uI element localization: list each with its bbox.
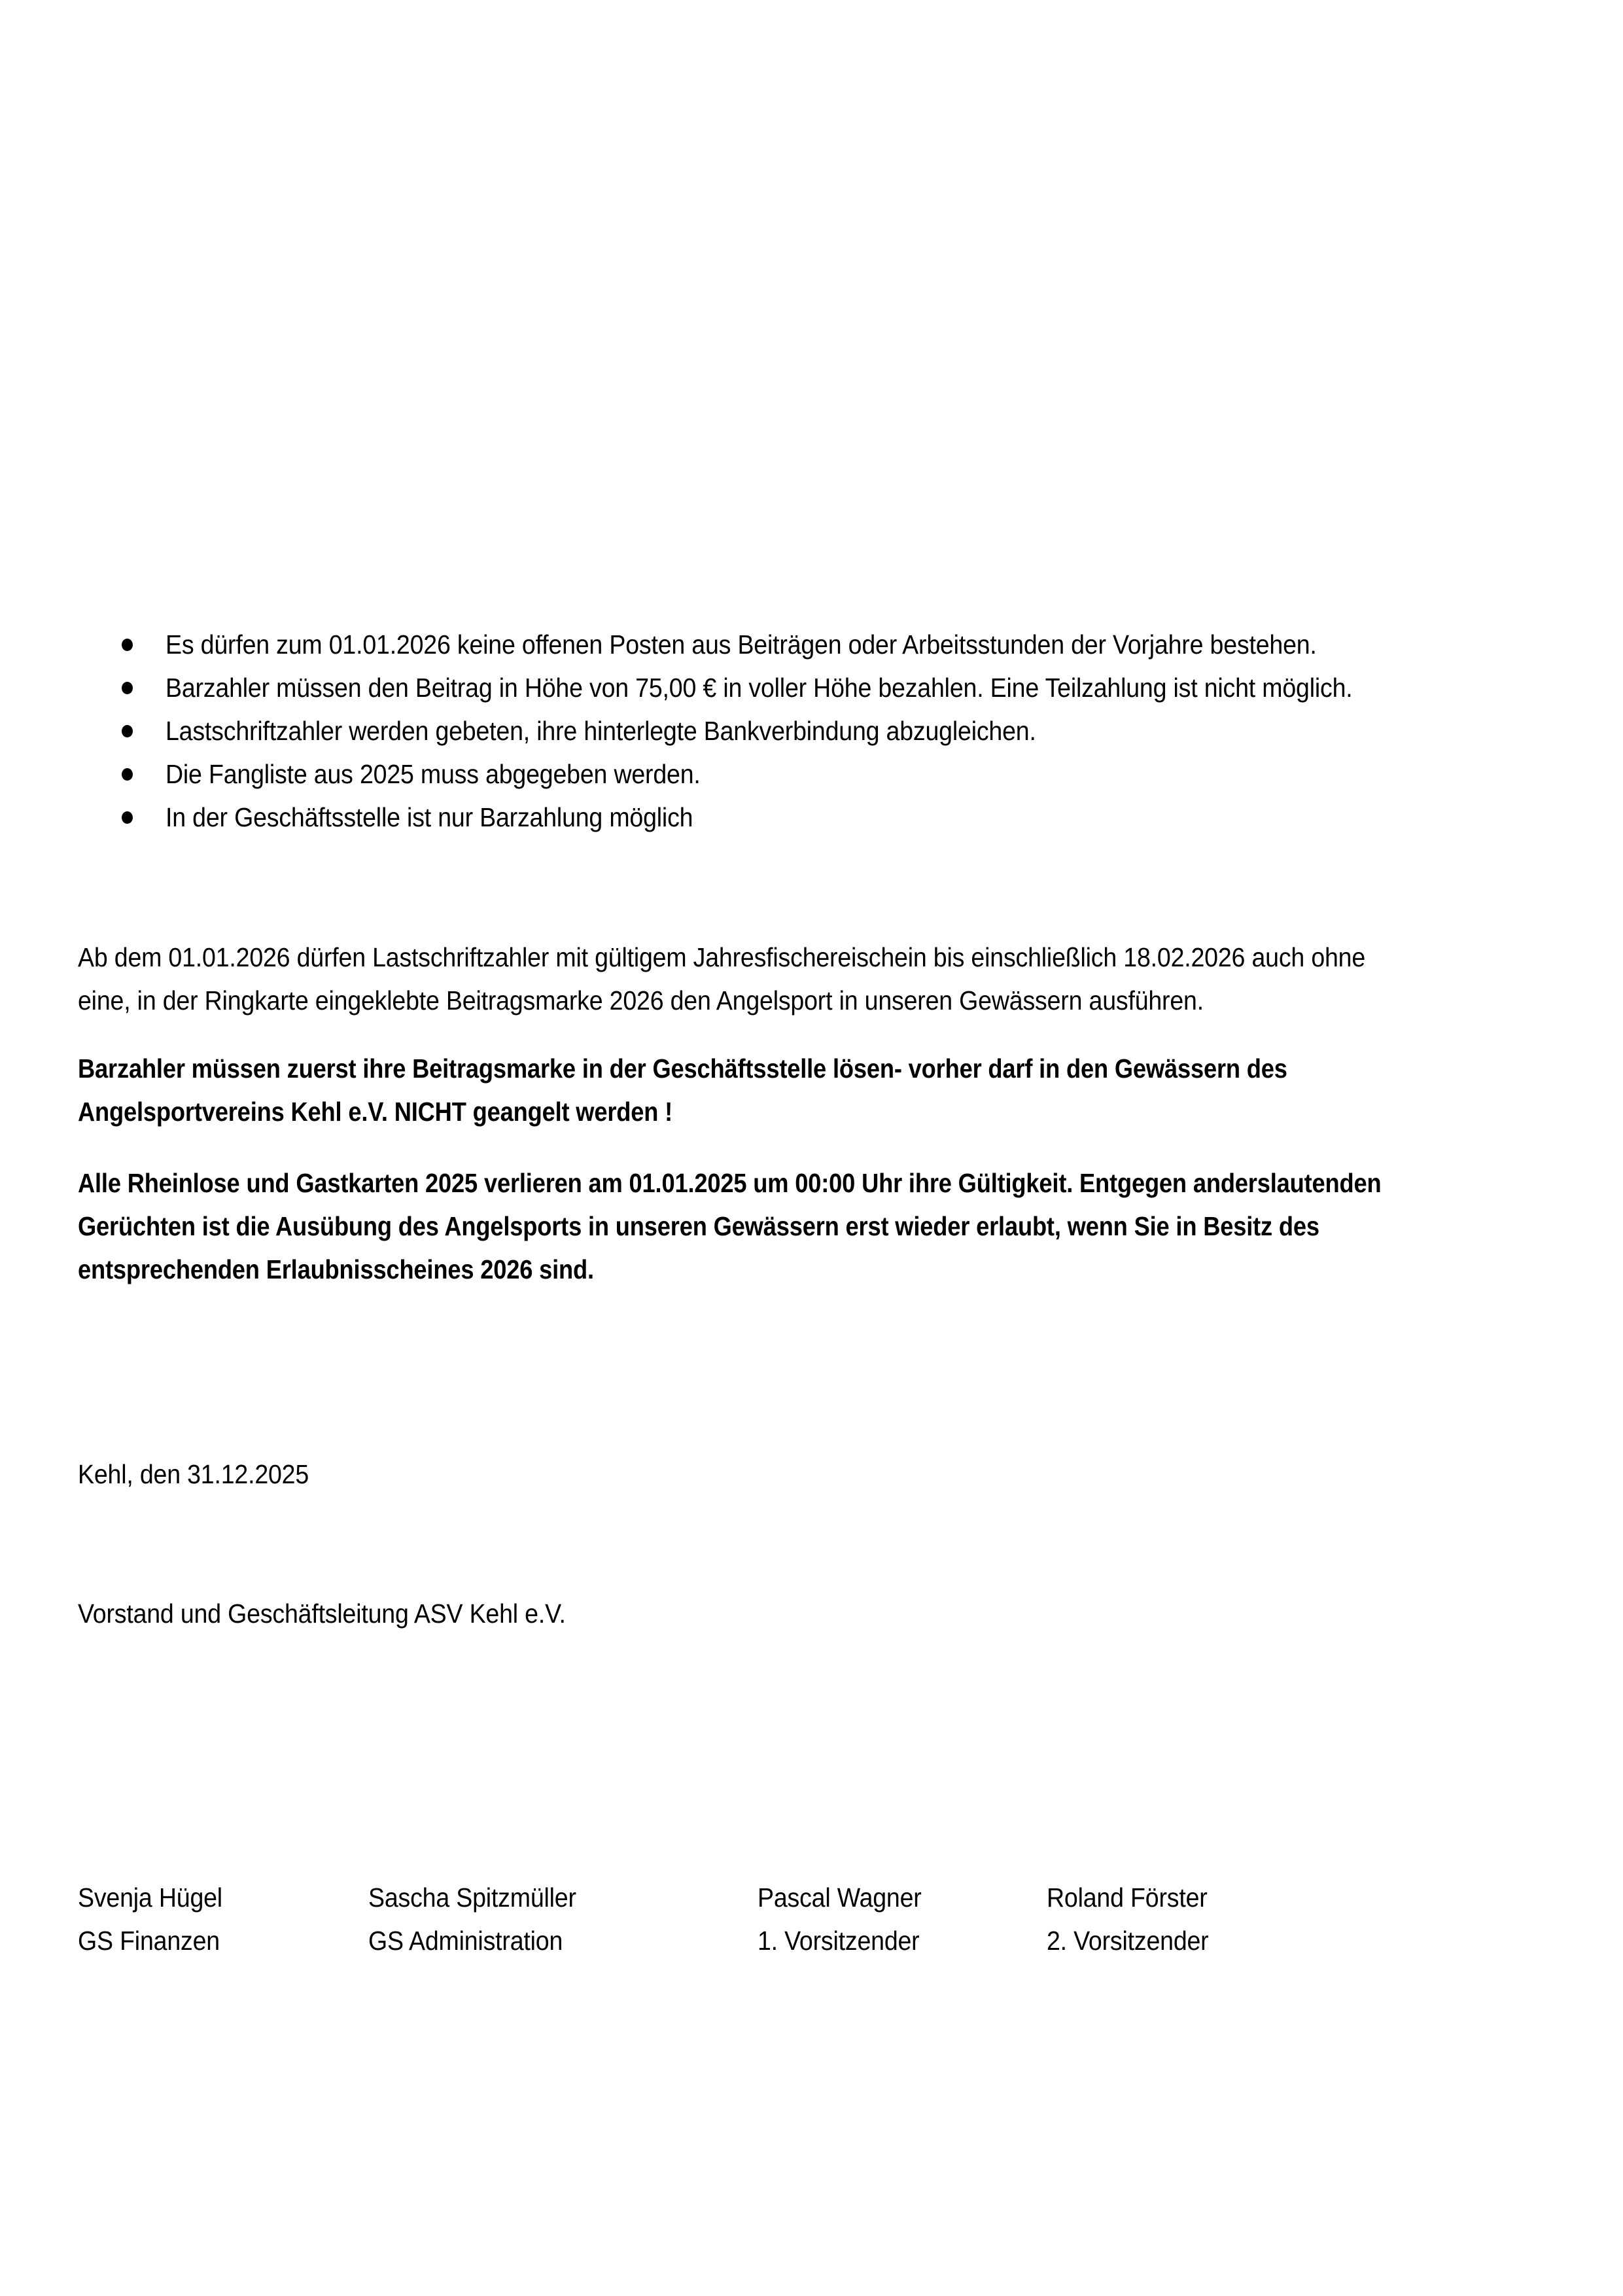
requirement-text: Lastschriftzahler werden gebeten, ihre hinterlegte Bankverbindung abzugleichen.: [166, 716, 1036, 746]
sender-line: Vorstand und Geschäftsleitung ASV Kehl e.V.: [78, 1598, 566, 1629]
signatory-name: Svenja Hügel: [78, 1882, 222, 1913]
requirement-text: Es dürfen zum 01.01.2026 keine offenen Posten aus Beiträgen oder Arbeitsstunden der Vorjahre bestehen.: [166, 629, 1317, 660]
bullet-icon: [122, 725, 133, 737]
place-date: Kehl, den 31.12.2025: [78, 1459, 309, 1489]
requirement-text: Barzahler müssen den Beitrag in Höhe von 75,00 € in voller Höhe bezahlen. Eine Teilzahlung ist nicht möglich.: [166, 673, 1353, 703]
signatory-role: GS Administration: [368, 1926, 563, 1956]
signatory: [758, 1876, 922, 1962]
bullet-icon: [122, 682, 133, 694]
paragraph-line: Gerüchten ist die Ausübung des Angelsports in unseren Gewässern erst wieder erlaubt, wenn Sie in Besitz des: [78, 1211, 1319, 1241]
paragraph-line: Ab dem 01.01.2026 dürfen Lastschriftzahler mit gültigem Jahresfischereischein bis einschließlich 18.02.2026 auch ohne: [78, 942, 1366, 972]
signatory: [78, 1876, 222, 1962]
paragraph-line: Alle Rheinlose und Gastkarten 2025 verlieren am 01.01.2025 um 00:00 Uhr ihre Gültigkeit. Entgegen anderslautenden: [78, 1168, 1382, 1198]
paragraph-line: Angelsportvereins Kehl e.V. NICHT geangelt werden !: [78, 1097, 673, 1127]
signatory-role: 2. Vorsitzender: [1047, 1926, 1209, 1956]
paragraph-line: entsprechenden Erlaubnisscheines 2026 sind.: [78, 1254, 594, 1284]
requirement-text: Die Fangliste aus 2025 muss abgegeben werden.: [166, 759, 701, 789]
signatory-name: Pascal Wagner: [758, 1882, 922, 1913]
signatory-name: Sascha Spitzmüller: [368, 1882, 576, 1913]
signatory-role: 1. Vorsitzender: [758, 1926, 920, 1956]
requirement-text: In der Geschäftsstelle ist nur Barzahlung möglich: [166, 802, 693, 832]
bullet-icon: [122, 639, 133, 651]
bullet-icon: [122, 811, 133, 824]
signatory-role: GS Finanzen: [78, 1926, 220, 1956]
signatory: [368, 1876, 576, 1962]
signatory: [1047, 1876, 1209, 1962]
paragraph-line: Barzahler müssen zuerst ihre Beitragsmarke in der Geschäftsstelle lösen- vorher darf in den Gewässern des: [78, 1053, 1287, 1084]
signatory-name: Roland Förster: [1047, 1882, 1208, 1913]
paragraph-line: eine, in der Ringkarte eingeklebte Beitragsmarke 2026 den Angelsport in unseren Gewässern ausführen.: [78, 985, 1204, 1016]
bullet-icon: [122, 768, 133, 781]
